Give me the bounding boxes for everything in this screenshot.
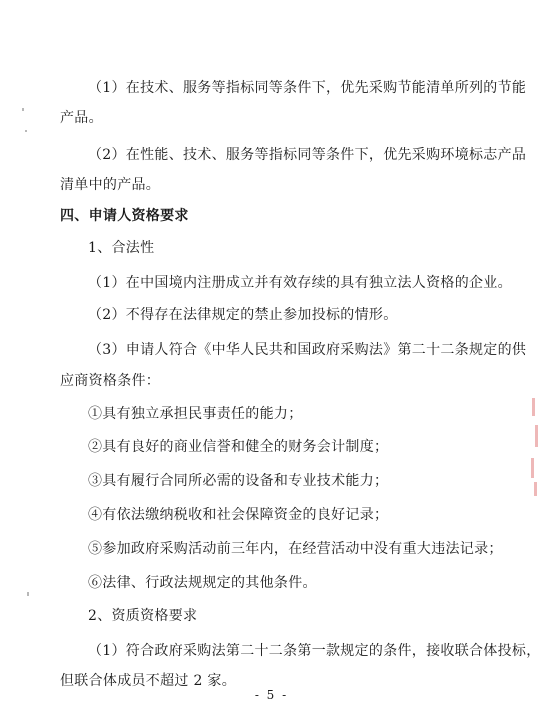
requirement-item-3-line1: （3）申请人符合《中华人民共和国政府采购法》第二十二条规定的供 bbox=[88, 342, 527, 358]
scan-artifact bbox=[27, 592, 29, 596]
paragraph-environmental-line2: 清单中的产品。 bbox=[60, 177, 161, 193]
condition-5: ⑤参加政府采购活动前三年内，在经营活动中没有重大违法记录； bbox=[88, 541, 503, 557]
seal-fragment bbox=[532, 398, 535, 416]
paragraph-energy-saving-line1: （1）在技术、服务等指标同等条件下，优先采购节能清单所列的节能 bbox=[88, 80, 527, 96]
condition-6: ⑥法律、行政法规规定的其他条件。 bbox=[88, 575, 317, 591]
seal-fragment bbox=[535, 425, 538, 447]
subheading-legality: 1、合法性 bbox=[88, 240, 155, 256]
page-number: - 5 - bbox=[254, 688, 289, 702]
requirement-item-1: （1）在中国境内注册成立并有效存续的具有独立法人资格的企业。 bbox=[88, 275, 512, 291]
condition-3: ③具有履行合同所必需的设备和专业技术能力； bbox=[88, 473, 389, 489]
qualification-item-1-line2: 但联合体成员不超过 2 家。 bbox=[60, 673, 237, 689]
subheading-qualification: 2、资质资格要求 bbox=[88, 608, 198, 624]
requirement-item-3-line2: 应商资格条件： bbox=[60, 373, 161, 389]
paragraph-environmental-line1: （2）在性能、技术、服务等指标同等条件下，优先采购环境标志产品 bbox=[88, 147, 527, 163]
qualification-item-1-line1: （1）符合政府采购法第二十二条第一款规定的条件，接收联合体投标， bbox=[88, 643, 541, 659]
condition-4: ④有依法缴纳税收和社会保障资金的良好记录； bbox=[88, 507, 389, 523]
condition-2: ②具有良好的商业信誉和健全的财务会计制度； bbox=[88, 439, 389, 455]
scan-artifact bbox=[25, 130, 27, 132]
scan-artifact bbox=[22, 108, 24, 111]
requirement-item-2: （2）不得存在法律规定的禁止参加投标的情形。 bbox=[88, 307, 398, 323]
seal-fragment bbox=[534, 482, 537, 496]
seal-fragment bbox=[531, 458, 534, 478]
section-heading: 四、申请人资格要求 bbox=[60, 208, 189, 224]
condition-1: ①具有独立承担民事责任的能力； bbox=[88, 406, 303, 422]
paragraph-energy-saving-line2: 产品。 bbox=[60, 110, 103, 126]
